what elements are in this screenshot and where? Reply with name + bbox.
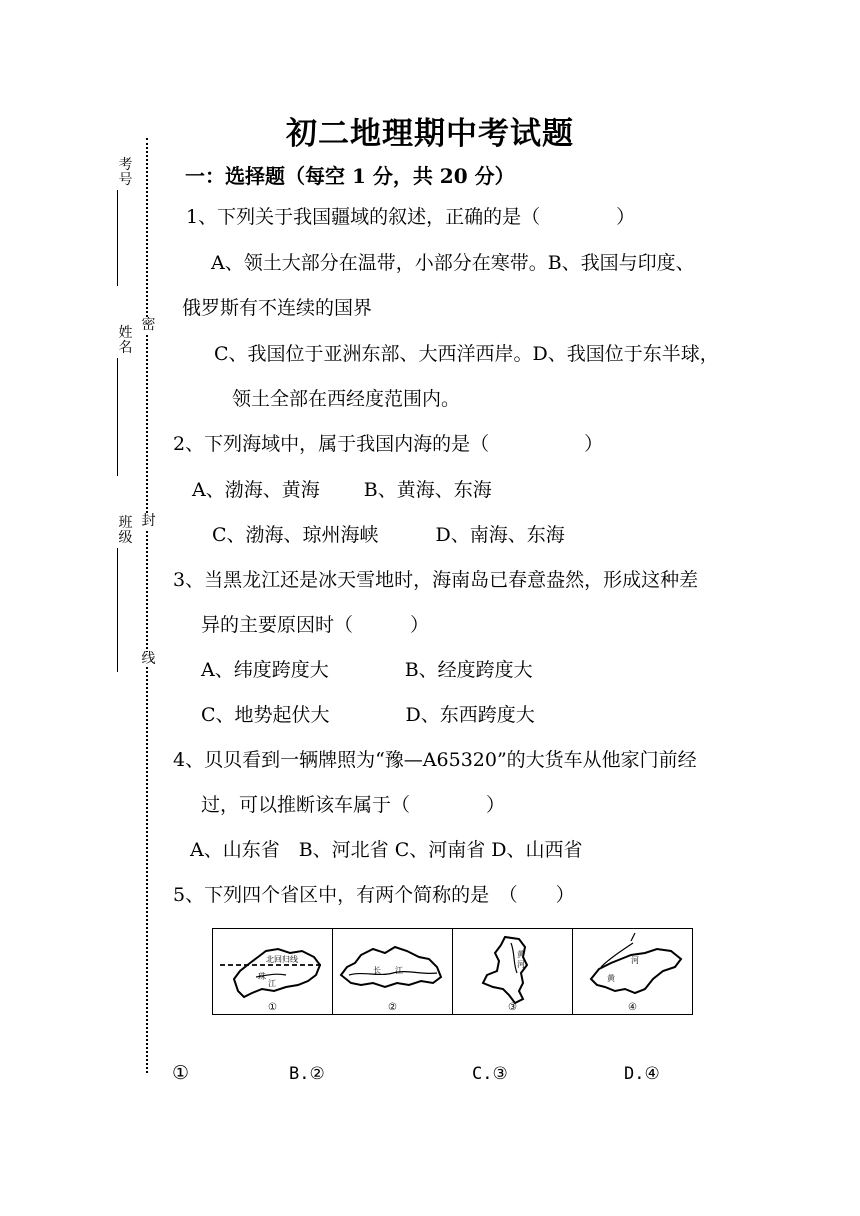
- q5-option-d: D.④: [624, 1064, 660, 1084]
- label-feng: 封: [141, 513, 156, 529]
- q2-line-cd: C、渤海、琼州海峡 D、南海、东海: [212, 524, 565, 546]
- q4-options: A、山东省 B、河北省 C、河南省 D、山西省: [190, 839, 583, 861]
- map-1-label-jiang: 江: [268, 979, 276, 988]
- q2-stem: 2、下列海域中，属于我国内海的是（ ）: [173, 433, 604, 455]
- map-4-label-he: 河: [631, 956, 639, 965]
- label-xian: 线: [141, 651, 156, 667]
- map-3-number: ③: [508, 1002, 517, 1013]
- q3-line-ab: A、纬度跨度大 B、经度跨度大: [201, 659, 533, 681]
- map-3-label-huang: 黄: [517, 950, 525, 959]
- map-3-label-he: 河: [517, 960, 525, 969]
- q1-line-a: A、领土大部分在温带，小部分在寒带。B、我国与印度、: [211, 252, 695, 274]
- map-1-label-zhu: 珠: [258, 972, 266, 981]
- map-4-number: ④: [628, 1002, 637, 1013]
- q4-stem: 4、贝贝看到一辆牌照为“豫—A65320”的大货车从他家门前经: [173, 749, 697, 771]
- q4-stem2: 过，可以推断该车属于（ ）: [201, 794, 506, 816]
- province-maps-figure: [212, 928, 693, 1015]
- banji-line: [117, 548, 118, 672]
- label-banji: 班级: [118, 515, 133, 546]
- xingming-line: [117, 358, 118, 476]
- q3-stem: 3、当黑龙江还是冰天雪地时，海南岛已春意盎然，形成这种差: [173, 569, 699, 591]
- map-3: [453, 929, 573, 1014]
- kaohao-line: [117, 190, 118, 286]
- q5-stem: 5、下列四个省区中，有两个简称的是 （ ）: [173, 884, 575, 906]
- map-1-number: ①: [268, 1002, 277, 1013]
- label-mi: 密: [141, 317, 156, 333]
- map-1-label-tropic: 北回归线: [266, 955, 298, 964]
- section-heading: 一：选择题（每空 1 分，共 20 分）: [185, 164, 515, 188]
- page-title: 初二地理期中考试题: [286, 116, 574, 152]
- map-2-number: ②: [388, 1002, 397, 1013]
- q3-stem2: 异的主要原因时（ ）: [201, 614, 430, 636]
- q1-line-c: C、我国位于亚洲东部、大西洋西岸。D、我国位于东半球，: [214, 343, 719, 365]
- q1-line-a2: 俄罗斯有不连续的国界: [182, 297, 373, 319]
- label-kaohao: 考号: [118, 157, 133, 188]
- q1-stem: 1、下列关于我国疆域的叙述，正确的是（ ）: [186, 206, 636, 228]
- map-4-label-huang: 黄: [607, 974, 615, 983]
- q2-line-ab: A、渤海、黄海 B、黄海、东海: [192, 479, 492, 501]
- map-2-label-chang: 长: [373, 966, 381, 975]
- map-2-label-jiang: 江: [395, 966, 403, 975]
- q1-line-c2: 领土全部在西经度范围内。: [232, 388, 461, 410]
- binding-dotted-line: [146, 138, 148, 1073]
- map-2: [333, 929, 453, 1014]
- q5-option-a: ①: [172, 1062, 190, 1084]
- q3-line-cd: C、地势起伏大 D、东西跨度大: [201, 704, 535, 726]
- map-4: [573, 929, 692, 1014]
- label-xingming: 姓名: [118, 325, 133, 356]
- map-1: [213, 929, 333, 1014]
- q5-option-b: B.②: [289, 1064, 325, 1084]
- q5-option-c: C.③: [472, 1064, 508, 1084]
